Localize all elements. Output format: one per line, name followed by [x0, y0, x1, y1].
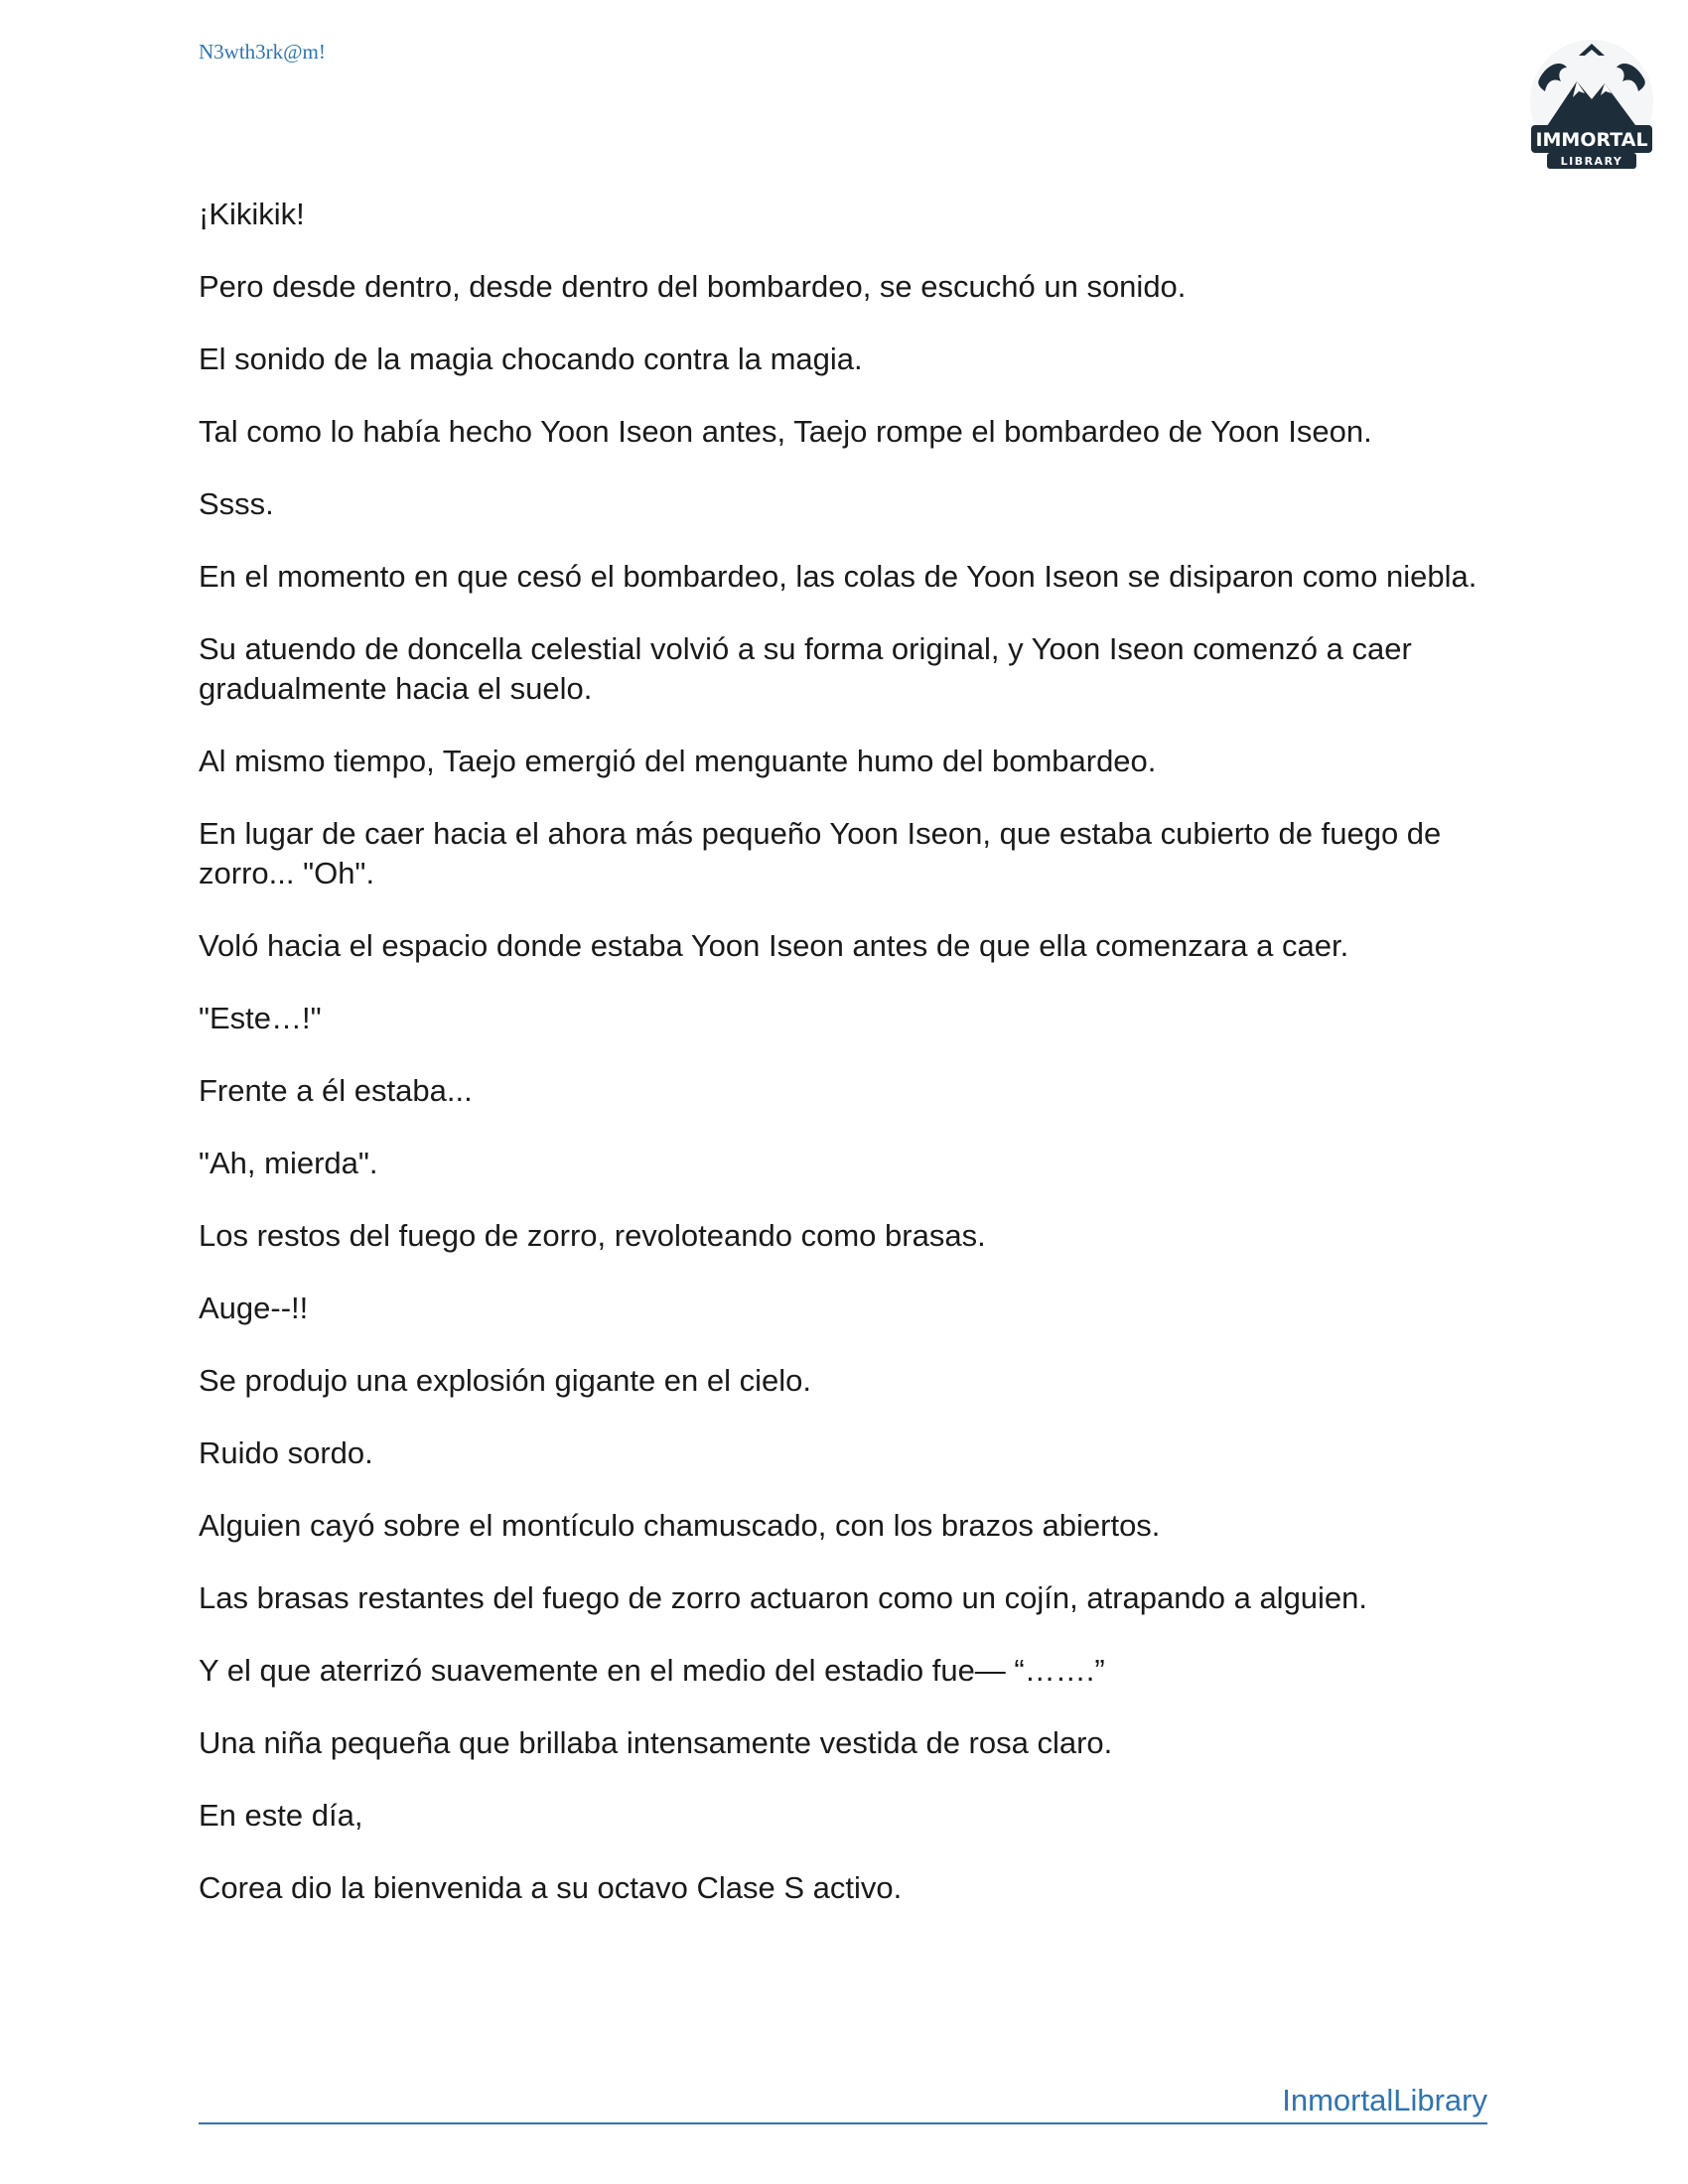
- logo-text-line2: LIBRARY: [1560, 155, 1623, 168]
- immortal-library-logo-icon: [1517, 34, 1666, 183]
- paragraph: Voló hacia el espacio donde estaba Yoon Iseon antes de que ella comenzara a caer.: [199, 928, 1349, 963]
- footer-rule: [199, 2079, 1487, 2124]
- paragraph: Pero desde dentro, desde dentro del bombardeo, se escuchó un sonido.: [199, 269, 1187, 304]
- footer-link-inmortallibrary[interactable]: InmortalLibrary: [1282, 2083, 1487, 2117]
- paragraph: En lugar de caer hacia el ahora más pequeño Yoon Iseon, que estaba cubierto de fuego de zorro... "Oh".: [199, 816, 1442, 890]
- paragraph: Al mismo tiempo, Taejo emergió del menguante humo del bombardeo.: [199, 744, 1157, 778]
- chapter-body: [199, 195, 1489, 1941]
- paragraph: Tal como lo había hecho Yoon Iseon antes, Taejo rompe el bombardeo de Yoon Iseon.: [199, 414, 1372, 449]
- paragraph: Frente a él estaba...: [199, 1073, 473, 1108]
- paragraph: En este día,: [199, 1798, 363, 1833]
- paragraph: Ruido sordo.: [199, 1435, 373, 1470]
- logo-text-line1: IMMORTAL: [1535, 129, 1648, 151]
- paragraph: El sonido de la magia chocando contra la magia.: [199, 341, 863, 376]
- paragraph: "Este…!": [199, 1001, 322, 1035]
- paragraph: Corea dio la bienvenida a su octavo Clase S activo.: [199, 1870, 903, 1905]
- header-tag: N3wth3rk@m!: [199, 40, 326, 64]
- logo-graphic: [1517, 34, 1666, 183]
- paragraph: Una niña pequeña que brillaba intensamente vestida de rosa claro.: [199, 1725, 1113, 1760]
- paragraph: Los restos del fuego de zorro, revoloteando como brasas.: [199, 1218, 986, 1253]
- paragraph: Alguien cayó sobre el montículo chamuscado, con los brazos abiertos.: [199, 1508, 1161, 1543]
- paragraph: Su atuendo de doncella celestial volvió a su forma original, y Yoon Iseon comenzó a caer gradualmente hacia el suelo.: [199, 631, 1412, 706]
- paragraph: ¡Kikikik!: [199, 197, 305, 231]
- paragraph: En el momento en que cesó el bombardeo, las colas de Yoon Iseon se disiparon como niebla.: [199, 559, 1477, 594]
- paragraph: Y el que aterrizó suavemente en el medio del estadio fue— “…….”: [199, 1653, 1105, 1688]
- paragraph: Se produjo una explosión gigante en el cielo.: [199, 1363, 812, 1398]
- paragraph: Las brasas restantes del fuego de zorro actuaron como un cojín, atrapando a alguien.: [199, 1580, 1368, 1615]
- paragraph: "Ah, mierda".: [199, 1146, 378, 1180]
- paragraph: Ssss.: [199, 486, 274, 521]
- paragraph: Auge--!!: [199, 1291, 309, 1325]
